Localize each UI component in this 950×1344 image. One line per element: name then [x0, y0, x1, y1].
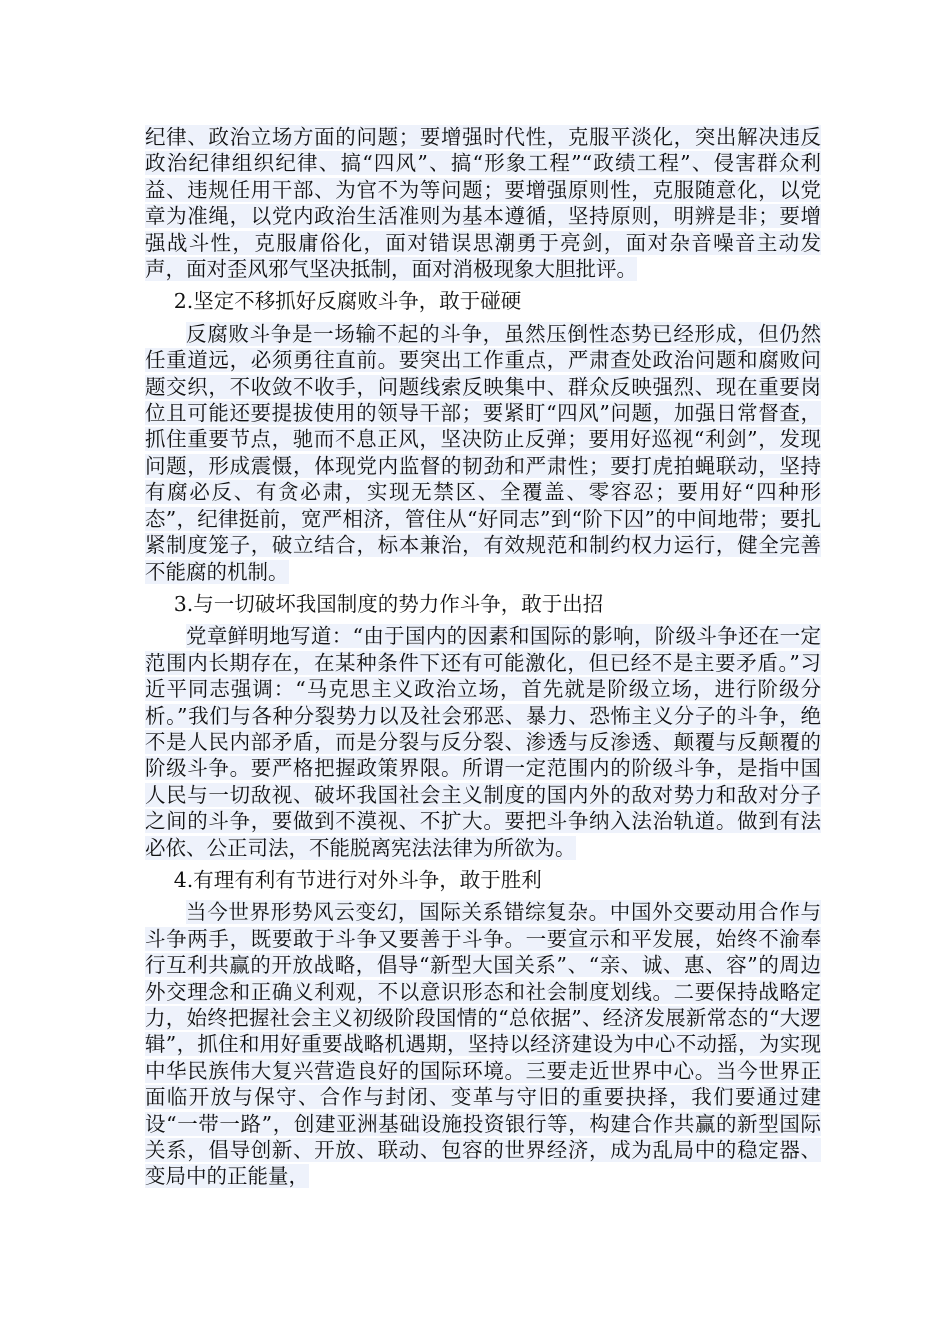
section-heading-3: 3.与一切破坏我国制度的势力作斗争，敢于出招 — [173, 591, 604, 616]
document-page — [145, 124, 821, 1190]
section-heading-4: 4.有理有利有节进行对外斗争，敢于胜利 — [173, 867, 542, 892]
paragraph-party-constitution — [145, 623, 821, 861]
paragraph-foreign-affairs — [145, 899, 821, 1189]
paragraph-text: 反腐败斗争是一场输不起的斗争，虽然压倒性态势已经形成，但仍然任重道远，必须勇往直前。要突出工作重点，严肃查处政治问题和腐败问题交织，不收敛不收手，问题线索反映集中、群众反映强烈、现在重要岗位且可能还要提拔使用的领导干部；要紧盯“四风”问题，加强日常督查，抓住重要节点，驰而不息正风，坚决防止反弹；要用好巡视“利剑”，发现问题，形成震慑，体现党内监督的韧劲和严肃性；要打虎拍蝇联动，坚持有腐必反、有贪必肃，实现无禁区、全覆盖、零容忍；要用好“四种形态”，纪律挺前，宽严相济，管住从“好同志”到“阶下囚”的中间地带；要扎紧制度笼子，破立结合，标本兼治，有效规范和制约权力运行，健全完善不能腐的机制。 — [145, 321, 821, 584]
paragraph-continued — [145, 124, 821, 282]
paragraph-text: 纪律、政治立场方面的问题；要增强时代性，克服平淡化，突出解决违反政治纪律组织纪律、搞“四风”、搞“形象工程”“政绩工程”、侵害群众利益、违规任用干部、为官不为等问题；要增强原则性，克服随意化，以党章为准绳，以党内政治生活准则为基本遵循，坚持原则，明辨是非；要增强战斗性，克服庸俗化，面对错误思潮勇于亮剑，面对杂音噪音主动发声，面对歪风邪气坚决抵制，面对消极现象大胆批评。 — [145, 125, 821, 282]
section-heading-2: 2.坚定不移抓好反腐败斗争，敢于碰硬 — [173, 289, 522, 314]
paragraph-anti-corruption — [145, 321, 821, 585]
paragraph-text: 当今世界形势风云变幻，国际关系错综复杂。中国外交要动用合作与斗争两手，既要敢于斗争又要善于斗争。一要宣示和平发展，始终不渝奉行互利共赢的开放战略，倡导“新型大国关系”、“亲、诚、惠、容”的周边外交理念和正确义利观，不以意识形态和社会制度划线。二要保持战略定力，始终把握社会主义初级阶段国情的“总依据”、经济发展新常态的“大逻辑”，抓住和用好重要战略机遇期，坚持以经济建设为中心不动摇，为实现中华民族伟大复兴营造良好的国际环境。三要走近世界中心。当今世界正面临开放与保守、合作与封闭、变革与守旧的重要抉择，我们要通过建设“一带一路”，创建亚洲基础设施投资银行等，构建合作共赢的新型国际关系，倡导创新、开放、联动、包容的世界经济，成为乱局中的稳定器、变局中的正能量， — [145, 900, 821, 1189]
paragraph-text: 党章鲜明地写道：“由于国内的因素和国际的影响，阶级斗争还在一定范围内长期存在，在某种条件下还有可能激化，但已经不是主要矛盾。”习近平同志强调：“马克思主义政治立场，首先就是阶级立场，进行阶级分析。”我们与各种分裂势力以及社会邪恶、暴力、恐怖主义分子的斗争，绝不是人民内部矛盾，而是分裂与反分裂、渗透与反渗透、颠覆与反颠覆的阶级斗争。要严格把握政策界限。所谓一定范围内的阶级斗争，是指中国人民与一切敌视、破坏我国社会主义制度的国内外的敌对势力和敌对分子之间的斗争，要做到不漠视、不扩大。要把斗争纳入法治轨道。做到有法必依、公正司法，不能脱离宪法法律为所欲为。 — [145, 624, 821, 860]
